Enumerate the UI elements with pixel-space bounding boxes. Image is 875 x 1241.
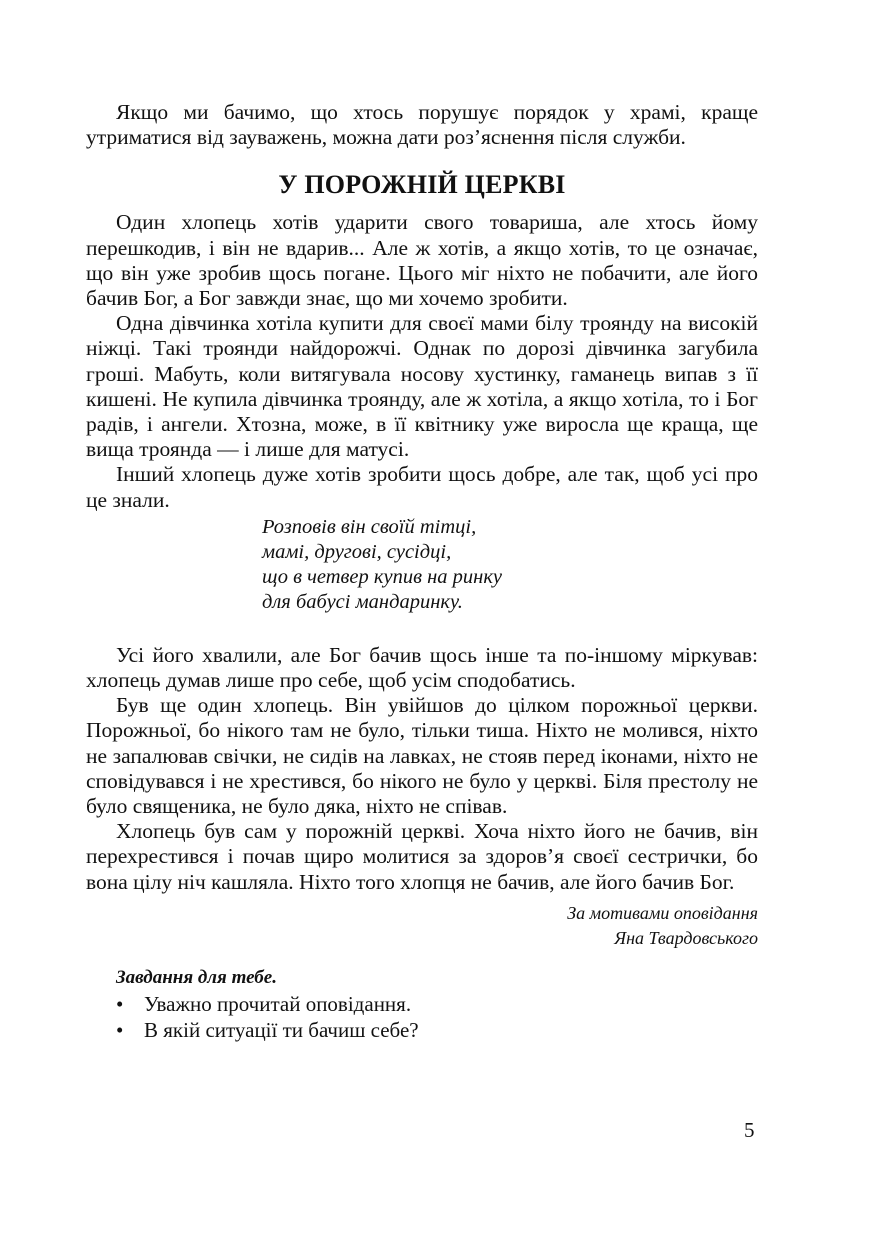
attribution-line-1: За мотивами оповідання [567, 902, 758, 923]
tasks-title: Завдання для тебе. [116, 966, 277, 988]
poem-line: що в четвер купив на ринку [262, 565, 503, 588]
task-text: В якій ситуації ти бачиш себе? [144, 1017, 419, 1042]
story-title: У ПОРОЖНІЙ ЦЕРКВІ [278, 170, 566, 200]
intro-paragraph: Якщо ми бачимо, що хтось порушує порядок у храмі, краще утриматися від зауважень, можна дати роз’яснення після служби. [86, 100, 758, 150]
paragraph-1: Один хлопець хотів ударити свого товариша, але хтось йому перешкодив, і він не вдарив... Але ж хотів, а якщо хотів, то це означає, що він уже зробив щось погане. Цього міг ніхто не побачити, але його бачив Бог, а Бог завжди знає, що ми хочемо зробити. [86, 210, 758, 311]
paragraph-5: Був ще один хлопець. Він увійшов до цілком порожньої церкви. Порожньої, бо нікого там не було, тільки тиша. Ніхто не молився, ніхто не запалював свічки, не сидів на лавках, не стояв перед іконами, ніхто не сповідувався і не хрестився, бо нікого не було у церкві. Біля престолу не було священика, не було дяка, ніхто не співав. [86, 693, 758, 819]
spacer [86, 615, 758, 643]
list-item [116, 991, 758, 1017]
page-number: 5 [744, 1118, 755, 1142]
paragraph-6: Хлопець був сам у порожній церкві. Хоча ніхто його не бачив, він перехрестився і почав щиро молитися за здоров’я своєї сестрички, бо вона цілу ніч кашляла. Ніхто того хлопця не бачив, але його бачив Бог. [86, 819, 758, 894]
poem [262, 515, 758, 615]
list-item [116, 1017, 758, 1043]
poem-line: мамі, другові, сусідці, [262, 540, 452, 563]
paragraph-4: Усі його хвалили, але Бог бачив щось інше та по-іншому міркував: хлопець думав лише про себе, щоб усім сподобатись. [86, 642, 758, 693]
bullet-icon: • [116, 1017, 124, 1042]
poem-line: для бабусі мандаринку. [262, 590, 463, 613]
attribution-line-2: Яна Твардовського [614, 927, 758, 948]
page-content [86, 100, 758, 1043]
poem-line: Розповів він своїй тітці, [262, 515, 477, 538]
paragraph-3: Інший хлопець дуже хотів зробити щось добре, але так, щоб усі про це знали. [86, 462, 758, 512]
attribution [86, 901, 758, 951]
paragraph-2: Одна дівчинка хотіла купити для своєї мами білу троянду на високій ніжці. Такі троянди найдорожчі. Однак по дорозі дівчинка загубила гроші. Мабуть, коли витягувала носову хустинку, гаманець випав з її кишені. Не купила дівчинка троянду, але ж хотіла, а якщо хотіла, то і Бог радів, і ангели. Хтозна, може, в її квітнику уже виросла ще краща, ще вища троянда — і лише для матусі. [86, 311, 758, 462]
bullet-icon: • [116, 991, 124, 1016]
tasks-list [86, 991, 758, 1043]
task-text: Уважно прочитай оповідання. [144, 991, 412, 1016]
